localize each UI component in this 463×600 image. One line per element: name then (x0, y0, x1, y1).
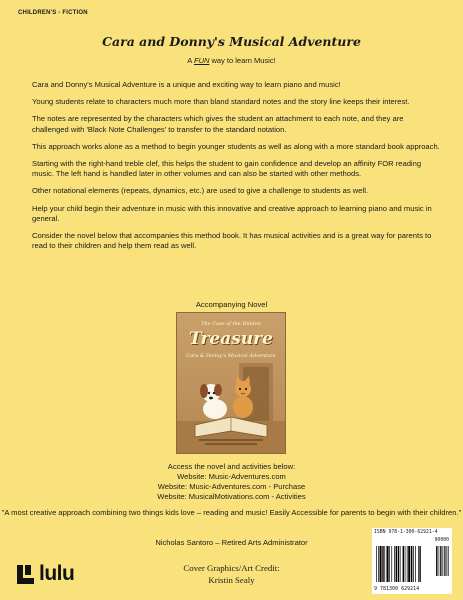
description-paragraph: Starting with the right-hand treble clef, this helps the student to gain confidence and develop an affinity FOR reading music. The left hand is handled later in other volumes and can also be started with other methods. (32, 159, 422, 179)
barcode-bars (372, 528, 452, 594)
description-paragraph: Consider the novel below that accompanies this method book. It has musical activities and is a great way for parents to read to their children and help them read as well. (32, 231, 432, 251)
cover-line1: The Case of the Hidden (201, 321, 261, 327)
cover-line2: Cara & Donny's Musical Adventure (186, 353, 276, 359)
novel-label: Accompanying Novel (195, 300, 268, 309)
barcode-digits: 9 781300 629214 (374, 586, 420, 592)
description-paragraph: Help your child begin their adventure in music with this innovative and creative approach to learning piano and music in general. (32, 203, 432, 223)
credit-name: Kristin Sealy (208, 575, 255, 585)
book-subtitle (0, 56, 463, 65)
subtitle-prefix: A (187, 56, 194, 65)
book-title: Cara and Donny's Musical Adventure (102, 34, 361, 49)
testimonial-quote: "A most creative approach combining two things kids love – reading and music! Easily Accessible for parents to begin with their children." (1, 508, 462, 517)
description (32, 80, 440, 258)
subtitle-emphasis: FUN (193, 56, 210, 65)
credit-heading: Cover Graphics/Art Credit: (183, 563, 280, 573)
isbn-text: ISBN 978-1-300-62921-4 (374, 530, 438, 535)
website-link[interactable]: Website: Music-Adventures.com (177, 472, 286, 481)
testimonial-author: Nicholas Santoro – Retired Arts Administrator (155, 538, 308, 547)
cover-title: Treasure (189, 329, 273, 349)
website-link[interactable]: Website: MusicalMotivations.com - Activities (157, 492, 306, 501)
category-label: CHILDREN'S - FICTION (18, 10, 88, 16)
isbn-barcode (372, 528, 452, 594)
description-paragraph: Other notational elements (repeats, dynamics, etc.) are used to give a challenge to students as well. (32, 186, 368, 196)
description-paragraph: Young students relate to characters much more than bland standard notes and the story line keeps their interest. (32, 97, 410, 107)
access-info (0, 462, 463, 502)
description-paragraph: This approach works alone as a method to begin younger students as well as along with a more standard book approach. (32, 141, 440, 151)
subtitle-suffix: way to learn Music! (209, 56, 276, 65)
website-link[interactable]: Website: Music-Adventures.com - Purchase (157, 482, 306, 491)
cover-illustration (177, 313, 285, 453)
description-paragraph: The notes are represented by the characters which gives the student an attachment to each note, and they are challenged with 'Black Note Challenges' to transfer to the standard notation. (32, 114, 404, 134)
access-heading: Access the novel and activities below: (167, 462, 296, 471)
novel-cover-image (176, 312, 286, 454)
lulu-logo-text: lulu (39, 562, 75, 585)
description-paragraph: Cara and Donny's Musical Adventure is a unique and exciting way to learn piano and music! (32, 80, 341, 89)
price-code: 90000 (434, 538, 449, 543)
